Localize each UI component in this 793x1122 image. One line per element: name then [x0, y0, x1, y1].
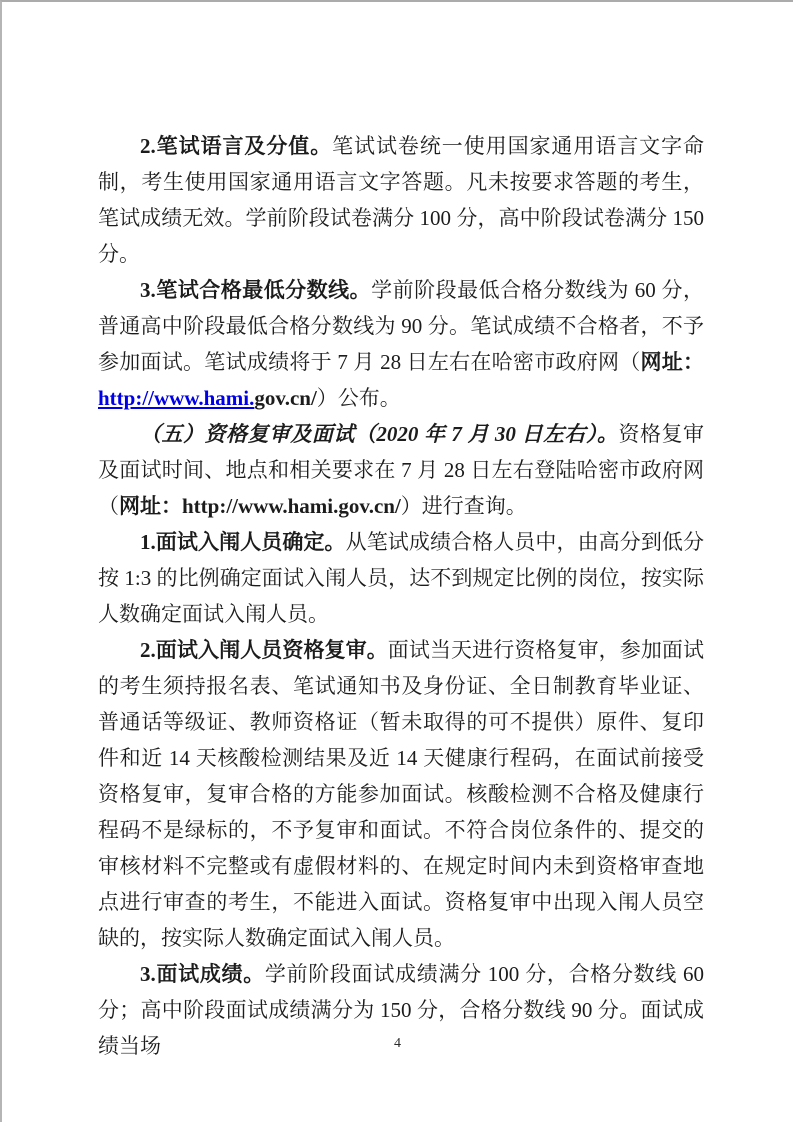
paragraph-shortlist-qualification-review — [98, 632, 704, 956]
paragraph-text: ）进行查询。 — [400, 494, 527, 518]
paragraph-qualification-review-interview — [98, 416, 704, 524]
paragraph-heading: 2.笔试语言及分值。 — [140, 134, 333, 158]
page-number: 4 — [394, 1036, 401, 1051]
paragraph-text: ）公布。 — [316, 386, 401, 410]
paragraph-written-test-language — [98, 128, 704, 272]
paragraph-text: 学前阶段最低合格分数线为 60 分，普通高中阶段最低合格分数线为 90 分。笔试成绩不合格者，不予参加面试。笔试成绩将于 7 月 28 日左右在哈密市政府网（ — [98, 278, 705, 374]
hami-gov-url-suffix: gov.cn/ — [254, 386, 317, 410]
paragraph-heading: 1.面试入闱人员确定。 — [140, 530, 346, 554]
paragraph-interview-shortlist — [98, 524, 704, 632]
paragraph-heading: （五）资格复审及面试（2020 年 7 月 30 日左右）。 — [140, 422, 619, 446]
hami-gov-url-text: http://www.hami.gov.cn/ — [182, 494, 401, 518]
paragraph-written-test-pass-line — [98, 272, 704, 416]
paragraph-text: 资格复审及面试时间、地点和相关要求在 7 月 28 日左右登陆哈密市政府网（ — [98, 422, 705, 518]
site-address-label: 网址： — [640, 350, 705, 374]
paragraph-text: 面试当天进行资格复审，参加面试的考生须持报名表、笔试通知书及身份证、全日制教育毕业证、普通话等级证、教师资格证（暂未取得的可不提供）原件、复印件和近 14 天核酸检测结果及近 14 天健康行程码，在面试前接受资格复审，复审合格的方能参加面试。核酸检测不合格及健康行程码不是绿标的，不予复审和面试。不符合岗位条件的、提交的审核材料不完整或有虚假材料的、在规定时间内未到资格审查地点进行审查的考生，不能进入面试。资格复审中出现入闱人员空缺的，按实际人数确定面试入闱人员。 — [98, 638, 705, 950]
paragraph-text: 笔试试卷统一使用国家通用语言文字命制，考生使用国家通用语言文字答题。凡未按要求答题的考生，笔试成绩无效。学前阶段试卷满分 100 分，高中阶段试卷满分 150 分。 — [98, 134, 705, 266]
paragraph-text: 从笔试成绩合格人员中，由高分到低分按 1:3 的比例确定面试入闱人员，达不到规定比例的岗位，按实际人数确定面试入闱人员。 — [98, 530, 705, 626]
paragraph-heading: 3.面试成绩。 — [140, 962, 265, 986]
paragraph-heading: 3.笔试合格最低分数线。 — [140, 278, 372, 302]
hami-gov-hyperlink[interactable]: http://www.hami. — [98, 386, 255, 410]
paragraph-heading: 2.面试入闱人员资格复审。 — [140, 638, 388, 662]
paragraph-text: 学前阶段面试成绩满分 100 分，合格分数线 60 分；高中阶段面试成绩满分为 150 分，合格分数线 90 分。面试成绩当场 — [98, 962, 705, 1058]
document-body — [98, 128, 704, 1064]
site-address-label: 网址： — [119, 494, 182, 518]
